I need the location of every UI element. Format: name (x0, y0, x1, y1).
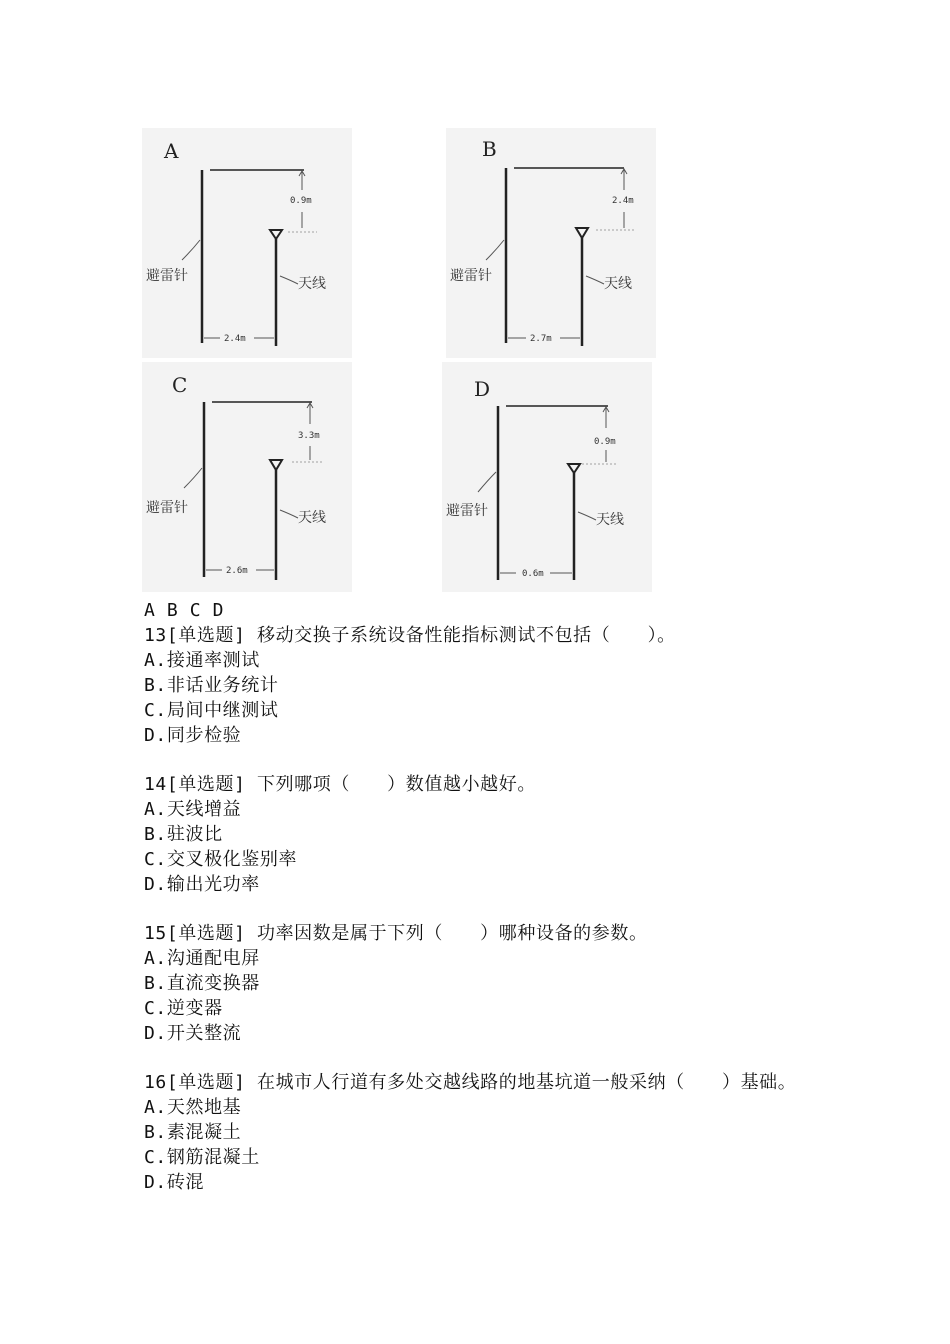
diagram-d (442, 362, 652, 592)
question-option: B.非话业务统计 (144, 675, 279, 696)
diagram-c (142, 362, 352, 592)
diagram-letter: A (164, 139, 179, 163)
vertical-gap-label: 0.9m (290, 196, 312, 206)
question-option: A.接通率测试 (144, 650, 260, 671)
vertical-gap-label: 2.4m (612, 196, 634, 206)
diagram-letter: B (482, 137, 497, 161)
question-stem: 14[单选题] 下列哪项（ ）数值越小越好。 (144, 774, 536, 795)
question-option: B.驻波比 (144, 824, 223, 845)
antenna-label: 天线 (604, 276, 632, 292)
question-option: A.天线增益 (144, 799, 242, 820)
question-option: C.局间中继测试 (144, 700, 279, 721)
diagram-a (142, 128, 352, 358)
question-16 (144, 1070, 824, 1195)
question-option: C.交叉极化鉴别率 (144, 849, 298, 870)
antenna-label: 天线 (596, 512, 624, 528)
lightning-rod-diagram-d (442, 362, 652, 592)
rod-label: 避雷针 (450, 268, 492, 284)
horizontal-gap-label: 2.6m (226, 566, 248, 576)
diagram-letter: C (172, 373, 188, 397)
question-option: B.素混凝土 (144, 1122, 242, 1143)
question-option: D.同步检验 (144, 725, 242, 746)
diagram-b (446, 128, 656, 358)
vertical-gap-label: 0.9m (594, 437, 616, 447)
question-stem: 13[单选题] 移动交换子系统设备性能指标测试不包括（ ）。 (144, 625, 676, 646)
lightning-rod-diagram-a (142, 128, 352, 358)
question-option: A.沟通配电屏 (144, 948, 260, 969)
question-stem: 15[单选题] 功率因数是属于下列（ ）哪种设备的参数。 (144, 923, 648, 944)
lightning-rod-diagram-b (446, 128, 656, 358)
question-13 (144, 623, 824, 748)
question-option: C.逆变器 (144, 998, 223, 1019)
question-option: A.天然地基 (144, 1097, 242, 1118)
diagram-letter: D (474, 377, 491, 401)
question-stem: 16[单选题] 在城市人行道有多处交越线路的地基坑道一般采纳（ ）基础。 (144, 1072, 797, 1093)
antenna-label: 天线 (298, 276, 326, 292)
rod-label: 避雷针 (446, 503, 488, 519)
horizontal-gap-label: 0.6m (522, 569, 544, 579)
question-option: B.直流变换器 (144, 973, 260, 994)
horizontal-gap-label: 2.4m (224, 334, 246, 344)
question-14 (144, 772, 824, 897)
rod-label: 避雷针 (146, 268, 188, 284)
question-option: D.砖混 (144, 1172, 205, 1193)
question-option: D.开关整流 (144, 1023, 242, 1044)
lightning-rod-diagram-c (142, 362, 352, 592)
question-option: D.输出光功率 (144, 874, 260, 895)
question-option: C.钢筋混凝土 (144, 1147, 260, 1168)
vertical-gap-label: 3.3m (298, 431, 320, 441)
question-text-block (144, 598, 824, 1219)
horizontal-gap-label: 2.7m (530, 334, 552, 344)
answer-options-line: A B C D (144, 600, 225, 621)
rod-label: 避雷针 (146, 500, 188, 516)
question-15 (144, 921, 824, 1046)
antenna-label: 天线 (298, 510, 326, 526)
